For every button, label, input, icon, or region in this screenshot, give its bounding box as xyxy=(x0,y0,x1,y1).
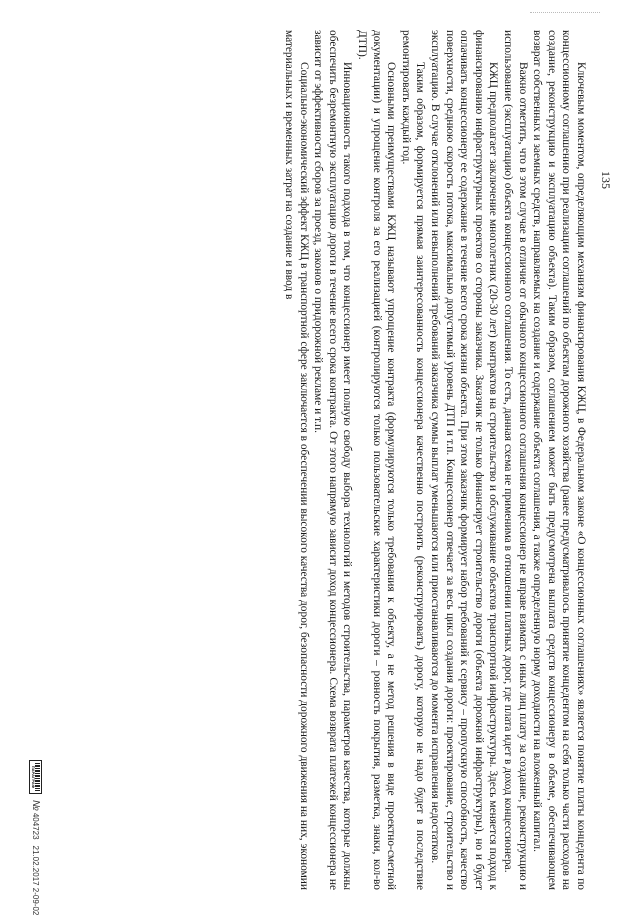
barcode-icon xyxy=(35,763,40,791)
page-number: 135 xyxy=(599,171,613,189)
document-body xyxy=(28,30,588,890)
paragraph: Важно отметить, что в этом случае в отличие от обычного концессионного соглашения концессионер не вправе взимать с иных лиц плату за создание, реконструкцию и использование (эксплуатацию) объекта концессионного соглашения. То есть, данная схема не применима в отношении платных дорог, где плата идет в доход концессионера. xyxy=(502,30,529,890)
paragraph: Социально-экономический эффект КЖЦ в транспортной сфере заключается в обеспечении высокого качества дорог, безопасности дорожного движения на них, экономии материальных и временных затрат на создание и ввод в xyxy=(283,30,310,890)
scan-corner-marks xyxy=(530,6,600,13)
document-date-code: 21.02.2017 2-09-02 xyxy=(31,845,40,915)
paragraph: Ключевым моментом, определяющим механизм финансирования КЖЦ, в Федеральном законе «О концессионных соглашениях» является понятие платы концедента по концессионному соглашению при реализации соглашений по объектам дорожного хозяйства (ранее предусматривалось принятие концедентом на себя только части расходов на создание, реконструкцию и эксплуатацию объекта). Таким образом, соглашением может быть предусмотрена выплата средств концессионеру в объеме, обеспечивающем возврат собственных и заемных средств, направляемых на создание и содержание объекта соглашения, а также определенную норму доходности на вложенный капитал. xyxy=(531,30,587,890)
paragraph: Таким образом, формируется прямая заинтересованность концессионера качественно построить (реконструировать) дорогу, которую не надо будет в последствие ремонтировать каждый год. xyxy=(399,30,427,890)
stamp-label: ПАРАГРАФ xyxy=(31,765,35,789)
document-id: №404723 xyxy=(30,800,41,840)
document-footer xyxy=(29,760,42,915)
number-sign-icon: № xyxy=(30,800,41,811)
paragraph: Инновационность такого подхода в том, что концессионер имеет полную свободу выбора технологий и методов строительства, параметров качества, которые должны обеспечить безремонтную эксплуатацию дороги в течение всего срока контракта. От этого напрямую зависит доход концессионера. Схема возврата платежей концессионера не зависит от эффективности сборов за проезд, законов о придорожной рекламе и т.п. xyxy=(312,30,354,890)
paragraf-stamp-logo xyxy=(29,760,42,794)
paragraph: КЖЦ предполагает заключение многолетних (20-30 лет) контрактов на строительство и обслуживание объектов транспортной инфраструктуры. Здесь меняется подход к финансированию инфраструктурных проектов со стороны заказчика. Заказчик не только финансирует строительство дороги (объекта дорожной инфраструктуры), но и будет оплачивать концессионеру ее содержание в течение всего срока жизни объекта. При этом заказчик формирует набор требований к сервису – пропускную способность, качество поверхности, среднюю скорость потока, максимально допустимый уровень ДТП и т.п. Концессионер отвечает за весь цикл создания дороги: проектирование, строительство и эксплуатацию. В случае отклонений или невыполнений требований заказчика суммы выплат уменьшаются или приостанавливаются до момента исправления недостатков. xyxy=(429,30,500,890)
paragraph: Основными преимуществами КЖЦ называют упрощение контракта (формулируются только требования к объекту, а не метод решения в виде проектно-сметной документации) и упрощение контроля за его реализацией (контролируются только пользовательские характеристики дороги – ровность покрытия, разметка, знаки, кол-во ДТП). xyxy=(356,30,398,890)
